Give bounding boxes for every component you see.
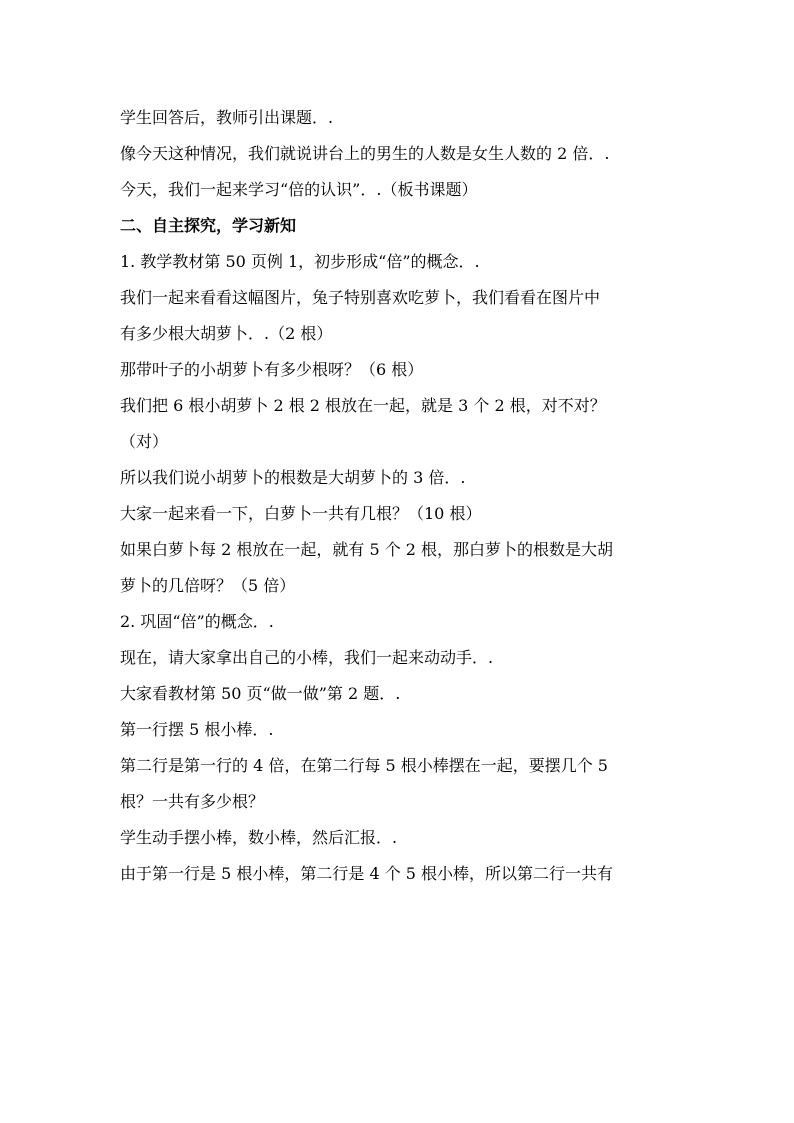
paragraph-line: 那带叶子的小胡萝卜有多少根呀？（6 根） [120, 360, 424, 379]
paragraph-line: 所以我们说小胡萝卜的根数是大胡萝卜的 3 倍．. [120, 468, 466, 487]
paragraph-line: 根？一共有多少根？ [120, 792, 265, 811]
section-heading: 二、自主探究，学习新知 [120, 216, 297, 235]
paragraph-line: 像今天这种情况，我们就说讲台上的男生的人数是女生人数的 2 倍．. [120, 144, 610, 163]
paragraph-line: 我们一起来看看这幅图片，兔子特别喜欢吃萝卜，我们看看在图片中 [120, 288, 601, 307]
paragraph-line: 今天，我们一起来学习“倍的认识”．.（板书课题） [120, 180, 478, 199]
paragraph-line: 有多少根大胡萝卜．.（2 根） [120, 324, 333, 343]
paragraph-line: （对） [120, 432, 169, 451]
paragraph-line: 萝卜的几倍呀？（5 倍） [120, 576, 296, 595]
paragraph-line: 第一行摆 5 根小棒．. [120, 720, 274, 739]
paragraph-line: 学生回答后，教师引出课题．. [120, 108, 334, 127]
paragraph-line: 大家看教材第 50 页“做一做”第 2 题．. [120, 684, 401, 703]
paragraph-line: 我们把 6 根小胡萝卜 2 根 2 根放在一起，就是 3 个 2 根，对不对？ [120, 396, 606, 415]
paragraph-line: 1. 教学教材第 50 页例 1，初步形成“倍”的概念．. [120, 252, 480, 271]
paragraph-line: 由于第一行是 5 根小棒，第二行是 4 个 5 根小棒，所以第二行一共有 [120, 864, 614, 883]
paragraph-line: 现在，请大家拿出自己的小棒，我们一起来动动手．. [120, 648, 494, 667]
paragraph-line: 大家一起来看一下，白萝卜一共有几根？（10 根） [120, 504, 482, 523]
paragraph-line: 如果白萝卜每 2 根放在一起，就有 5 个 2 根，那白萝卜的根数是大胡 [120, 540, 614, 559]
paragraph-line: 2. 巩固“倍”的概念．. [120, 612, 274, 631]
document-body [120, 100, 690, 892]
paragraph-line: 第二行是第一行的 4 倍，在第二行每 5 根小棒摆在一起，要摆几个 5 [120, 756, 608, 775]
paragraph-line: 学生动手摆小棒，数小棒，然后汇报．. [120, 828, 398, 847]
